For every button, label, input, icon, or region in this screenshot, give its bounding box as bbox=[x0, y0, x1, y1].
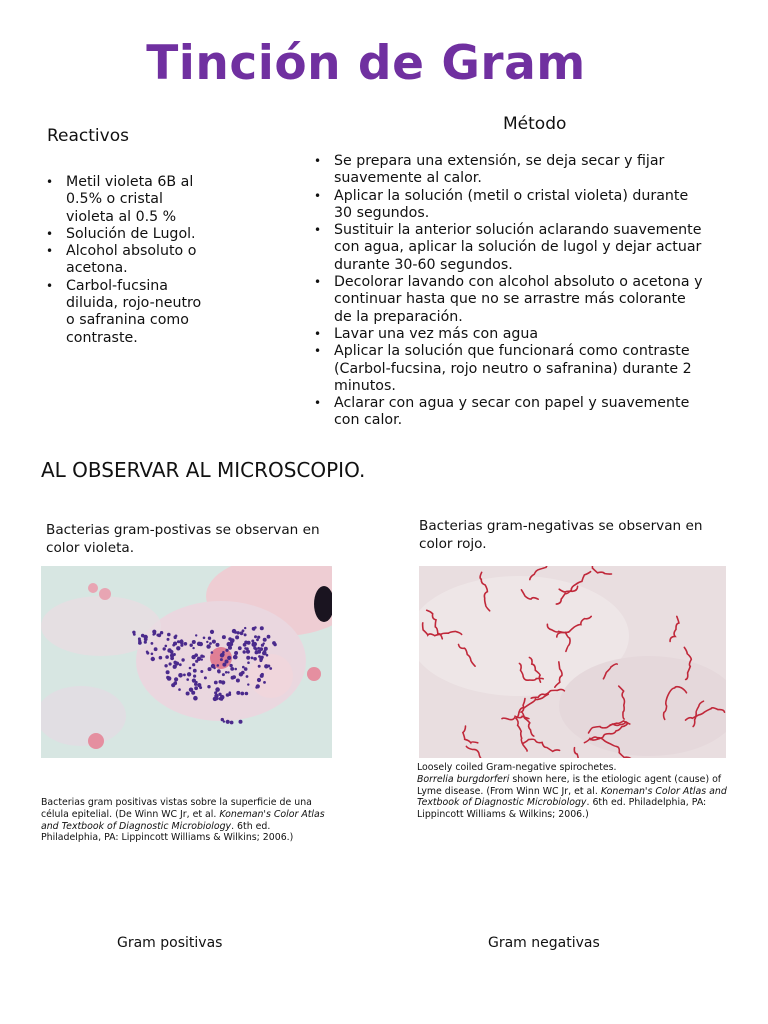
coccus bbox=[225, 660, 229, 664]
coccus bbox=[227, 642, 232, 647]
coccus bbox=[234, 651, 238, 655]
list-item: • Lavar una vez más con agua bbox=[314, 326, 704, 343]
coccus bbox=[220, 653, 224, 657]
coccus bbox=[169, 662, 172, 665]
credit-text: shown here, is the etiologic agent (cause) of Lyme disease. (From Winn WC Jr, et al. bbox=[417, 773, 722, 797]
coccus bbox=[239, 720, 243, 724]
coccus bbox=[236, 691, 240, 695]
coccus bbox=[181, 658, 184, 661]
reactivos-list bbox=[46, 174, 206, 347]
coccus bbox=[246, 675, 249, 678]
coccus bbox=[228, 656, 231, 659]
coccus bbox=[257, 650, 261, 654]
coccus bbox=[251, 657, 254, 660]
coccus bbox=[189, 667, 192, 670]
gram-positive-credit bbox=[41, 797, 331, 844]
coccus bbox=[206, 644, 210, 648]
coccus bbox=[166, 676, 170, 680]
coccus bbox=[195, 660, 198, 663]
coccus bbox=[222, 673, 225, 676]
coccus bbox=[146, 651, 149, 654]
coccus bbox=[217, 664, 220, 667]
coccus bbox=[228, 693, 231, 696]
coccus bbox=[194, 686, 198, 690]
credit-book-title: Koneman's Color Atlas and Textbook of Diagnostic Microbiology bbox=[417, 785, 727, 809]
coccus bbox=[163, 647, 166, 650]
coccus bbox=[233, 656, 236, 659]
coccus bbox=[206, 641, 208, 643]
coccus bbox=[243, 650, 246, 653]
gram-negative-label: Gram negativas bbox=[488, 935, 600, 951]
coccus bbox=[173, 665, 177, 669]
list-item: • Solución de Lugol. bbox=[46, 226, 206, 243]
coccus bbox=[186, 692, 190, 696]
coccus bbox=[262, 651, 267, 656]
coccus bbox=[173, 642, 175, 644]
credit-text: . 6th ed. Philadelphia, PA: Lippincott Williams & Wilkins; 2006.) bbox=[41, 820, 294, 844]
coccus bbox=[244, 647, 247, 650]
coccus bbox=[222, 635, 226, 639]
coccus bbox=[193, 675, 196, 678]
coccus bbox=[213, 697, 217, 701]
coccus bbox=[261, 644, 264, 647]
gram-positive-caption: Bacterias gram-postivas se observan en color violeta. bbox=[46, 522, 320, 556]
coccus bbox=[264, 664, 268, 668]
coccus bbox=[187, 672, 191, 676]
coccus bbox=[179, 663, 182, 666]
coccus bbox=[235, 635, 239, 639]
coccus bbox=[267, 635, 271, 639]
coccus bbox=[217, 669, 221, 673]
coccus bbox=[192, 640, 196, 644]
coccus bbox=[200, 670, 203, 673]
list-item: • Alcohol absoluto o acetona. bbox=[46, 243, 206, 278]
coccus bbox=[253, 657, 257, 661]
coccus bbox=[151, 642, 154, 645]
coccus bbox=[197, 642, 201, 646]
coccus bbox=[216, 643, 220, 647]
list-item: • Se prepara una extensión, se deja secar y fijar suavemente al calor. bbox=[314, 153, 704, 188]
coccus bbox=[259, 659, 262, 662]
list-item: • Sustituir la anterior solución aclarando suavemente con agua, aplicar la solución de lugol y dejar actuar durante 30-60 segundos. bbox=[314, 222, 704, 274]
coccus bbox=[221, 680, 225, 684]
coccus bbox=[152, 630, 156, 634]
coccus bbox=[193, 669, 197, 673]
coccus bbox=[199, 686, 202, 689]
coccus bbox=[208, 667, 212, 671]
coccus bbox=[171, 683, 175, 687]
coccus bbox=[208, 637, 211, 640]
coccus bbox=[157, 633, 161, 637]
coccus bbox=[142, 635, 145, 638]
list-item: • Aplicar la solución que funcionará como contraste (Carbol-fucsina, rojo neutro o safranina) durante 2 minutos. bbox=[314, 343, 704, 395]
coccus bbox=[247, 683, 249, 685]
coccus bbox=[173, 653, 176, 656]
coccus bbox=[231, 639, 234, 642]
coccus bbox=[214, 681, 218, 685]
coccus bbox=[201, 658, 203, 660]
coccus bbox=[254, 635, 257, 638]
coccus bbox=[209, 642, 212, 645]
gram-negative-caption: Bacterias gram-negativas se observan en color rojo. bbox=[419, 518, 703, 552]
coccus bbox=[234, 631, 237, 634]
coccus bbox=[229, 664, 232, 667]
coccus bbox=[258, 665, 261, 668]
coccus bbox=[247, 661, 250, 664]
coccus bbox=[226, 720, 230, 724]
list-item: • Carbol-fucsina diluida, rojo-neutro o safranina como contraste. bbox=[46, 278, 206, 347]
coccus bbox=[246, 656, 250, 660]
coccus bbox=[133, 633, 136, 636]
coccus bbox=[213, 667, 215, 669]
coccus bbox=[204, 676, 207, 679]
coccus bbox=[220, 695, 225, 700]
coccus bbox=[244, 641, 248, 645]
gram-positive-label: Gram positivas bbox=[117, 935, 223, 951]
coccus bbox=[178, 673, 183, 678]
coccus bbox=[212, 640, 216, 644]
coccus bbox=[257, 678, 261, 682]
coccus bbox=[230, 667, 234, 671]
credit-text: Bacterias gram positivas vistas sobre la superficie de una célula epitelial. (De Winn WC Jr, et al. bbox=[41, 797, 312, 820]
coccus bbox=[234, 668, 237, 671]
coccus bbox=[225, 671, 228, 674]
coccus bbox=[236, 679, 240, 683]
coccus bbox=[252, 627, 256, 631]
coccus bbox=[239, 672, 243, 676]
coccus bbox=[167, 638, 170, 641]
coccus bbox=[167, 633, 171, 637]
coccus bbox=[138, 639, 141, 642]
coccus bbox=[246, 650, 250, 654]
coccus bbox=[222, 651, 225, 654]
coccus bbox=[269, 667, 272, 670]
coccus bbox=[263, 681, 266, 684]
gram-positive-micrograph bbox=[41, 566, 332, 758]
credit-book-title: Koneman's Color Atlas and Textbook of Diagnostic Microbiology bbox=[41, 808, 325, 832]
coccus bbox=[220, 658, 223, 661]
coccus bbox=[260, 626, 264, 630]
coccus bbox=[190, 644, 193, 647]
coccus bbox=[257, 647, 260, 650]
metodo-heading: Método bbox=[503, 114, 567, 134]
credit-text: Loosely coiled Gram-negative spirochetes. bbox=[417, 762, 617, 773]
coccus bbox=[210, 630, 214, 634]
coccus bbox=[178, 688, 181, 691]
coccus bbox=[232, 675, 236, 679]
coccus bbox=[195, 681, 198, 684]
coccus bbox=[203, 637, 206, 640]
coccus bbox=[194, 653, 198, 657]
coccus bbox=[176, 646, 180, 650]
coccus bbox=[186, 678, 189, 681]
coccus bbox=[165, 645, 168, 648]
coccus bbox=[245, 692, 249, 696]
coccus bbox=[165, 655, 169, 659]
coccus bbox=[195, 634, 197, 636]
coccus bbox=[193, 696, 198, 701]
coccus bbox=[154, 647, 158, 651]
coccus bbox=[207, 685, 210, 688]
coccus bbox=[273, 643, 276, 646]
coccus bbox=[151, 653, 154, 656]
list-item: • Aclarar con agua y secar con papel y suavemente con calor. bbox=[314, 395, 704, 430]
gram-negative-micrograph bbox=[419, 566, 726, 758]
list-item: • Aplicar la solución (metil o cristal violeta) durante 30 segundos. bbox=[314, 188, 704, 223]
coccus bbox=[151, 657, 155, 661]
coccus bbox=[177, 640, 180, 643]
coccus bbox=[174, 636, 177, 639]
observe-heading: AL OBSERVAR AL MICROSCOPIO. bbox=[41, 458, 366, 482]
coccus bbox=[256, 684, 260, 688]
coccus bbox=[251, 640, 254, 643]
coccus bbox=[221, 718, 224, 721]
coccus bbox=[174, 677, 178, 681]
page-title: Tinción de Gram bbox=[146, 36, 586, 91]
coccus bbox=[180, 642, 183, 645]
coccus bbox=[253, 646, 256, 649]
coccus bbox=[238, 646, 242, 650]
coccus bbox=[225, 649, 228, 652]
coccus bbox=[215, 687, 220, 692]
coccus bbox=[252, 642, 257, 647]
coccus bbox=[240, 692, 244, 696]
coccus bbox=[230, 721, 234, 725]
gram-negative-credit bbox=[417, 762, 727, 821]
coccus bbox=[244, 627, 246, 629]
coccus bbox=[242, 666, 245, 669]
coccus bbox=[263, 638, 267, 642]
coccus bbox=[244, 633, 247, 636]
coccus bbox=[261, 673, 264, 676]
credit-text: . 6th ed. Philadelphia, PA: Lippincott Williams & Wilkins; 2006.) bbox=[417, 797, 707, 821]
coccus bbox=[164, 664, 167, 667]
coccus bbox=[166, 670, 170, 674]
coccus bbox=[256, 638, 259, 641]
reactivos-heading: Reactivos bbox=[47, 126, 129, 146]
coccus bbox=[244, 667, 248, 671]
coccus bbox=[192, 663, 195, 666]
coccus bbox=[167, 649, 170, 652]
credit-species: Borrelia burgdorferi bbox=[417, 773, 510, 785]
coccus bbox=[159, 656, 163, 660]
metodo-list bbox=[314, 153, 704, 430]
coccus bbox=[202, 655, 205, 658]
coccus bbox=[227, 671, 229, 673]
coccus bbox=[211, 651, 214, 654]
coccus bbox=[264, 647, 268, 651]
coccus bbox=[257, 636, 260, 639]
list-item: • Decolorar lavando con alcohol absoluto o acetona y continuar hasta que no se arrastre más colorante de la preparación. bbox=[314, 274, 704, 326]
coccus bbox=[184, 642, 188, 646]
coccus bbox=[240, 631, 244, 635]
coccus bbox=[173, 661, 177, 665]
coccus bbox=[189, 688, 193, 692]
coccus bbox=[192, 647, 194, 649]
coccus bbox=[183, 674, 186, 677]
coccus bbox=[236, 631, 239, 634]
list-item: • Metil violeta 6B al 0.5% o cristal violeta al 0.5 % bbox=[46, 174, 206, 226]
